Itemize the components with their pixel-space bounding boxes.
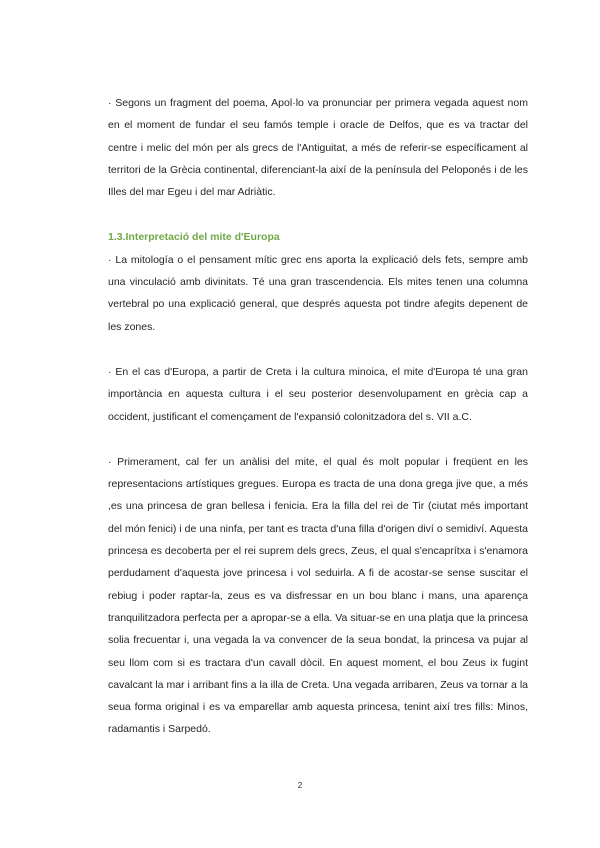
section-paragraph-2: · En el cas d'Europa, a partir de Creta i la cultura minoica, el mite d'Europa té una gran importància en aquesta cultura i el seu posterior desenvolupament en grècia cap a occident, justificant el començament de l'expansió colonitzadora del s. VII a.C.	[108, 365, 528, 423]
intro-paragraph: · Segons un fragment del poema, Apol·lo va pronunciar per primera vegada aquest nom en el moment de fundar el seu famós temple i oracle de Delfos, que es va tractar del centre i melic del món per als grecs de l'Antiguitat, a més de referir-se específicament al territori de la Grècia continental, diferenciant-la així de la península del Peloponés i de les Illes del mar Egeu i del mar Adriàtic.	[108, 97, 528, 199]
section-paragraph-1: · La mitología o el pensament mític grec ens aporta la explicació dels fets, sempre amb una vinculació amb divinitats. Té una gran trascendencia. Els mites tenen una columna vertebral po una explicació general, que després aquesta pot tindre afegits depenent de les zones.	[108, 253, 528, 333]
section-paragraph-3: · Primerament, cal fer un anàlisi del mite, el qual és molt popular i freqüent en les representacions artístiques gregues. Europa es tracta de una dona grega jive que, a més ,es una princesa de gran bellesa i fenicia. Era la filla del rei de Tir (ciutat més important del món fenici) i de una ninfa, per tant es tracta d'una filla d'origen diví o semidiví. Aquesta princesa es decoberta per el rei suprem dels grecs, Zeus, el qual s'encaprítxa i s'enamora perdudament d'aquesta jove princesa i vol seduirla. A fi de acostar-se sense suscitar el rebiug i poder raptar-la, zeus es va disfressar en un bou blanc i mans, una aparença tranquilitzadora perfecta per a apropar-se a ella. Va situar-se en una platja que la princesa solia frecuentar i, una vegada la va convencer de la seua bondat, la princesa va pujar al seu llom com si es tractara d'un cavall dòcil. En aquest moment, el bou Zeus ix fugint cavalcant la mar i arribant fins a la illa de Creta. Una vegada arribaren, Zeus va tornar a la seua forma original i es va emparellar amb aquesta princesa, tenint així tres fills: Minos, radamantis i Sarpedó.	[108, 455, 528, 736]
page-content	[108, 92, 528, 764]
section-heading: 1.3.Interpretació del mite d'Europa	[108, 231, 280, 244]
page-number: 2	[297, 781, 303, 790]
